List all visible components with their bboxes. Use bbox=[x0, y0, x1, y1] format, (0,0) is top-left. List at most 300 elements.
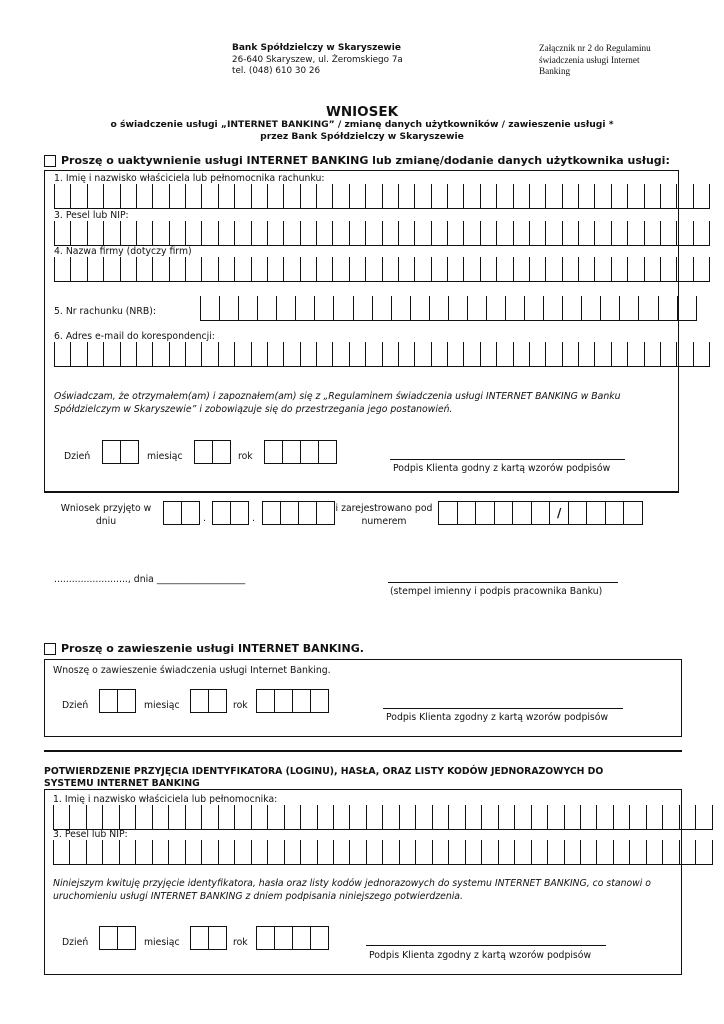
day-input[interactable] bbox=[102, 440, 139, 464]
char-cell[interactable] bbox=[119, 840, 135, 865]
signature-line[interactable] bbox=[383, 708, 623, 709]
char-cell[interactable] bbox=[496, 342, 512, 367]
char-cell[interactable] bbox=[448, 840, 464, 865]
char-cell[interactable] bbox=[644, 221, 660, 246]
char-cell[interactable] bbox=[513, 342, 529, 367]
char-cell[interactable] bbox=[662, 805, 678, 830]
char-cell[interactable] bbox=[660, 257, 676, 282]
char-cell[interactable] bbox=[431, 342, 447, 367]
email-input-grid[interactable] bbox=[54, 342, 670, 366]
char-cell[interactable] bbox=[627, 184, 643, 209]
char-cell[interactable] bbox=[529, 221, 545, 246]
char-cell[interactable] bbox=[594, 257, 610, 282]
char-cell[interactable] bbox=[185, 221, 201, 246]
char-cell[interactable] bbox=[611, 221, 627, 246]
char-cell[interactable] bbox=[514, 840, 530, 865]
char-cell[interactable] bbox=[448, 296, 467, 321]
char-cell[interactable] bbox=[562, 296, 581, 321]
char-cell[interactable] bbox=[496, 221, 512, 246]
char-cell[interactable] bbox=[580, 840, 596, 865]
char-cell[interactable] bbox=[480, 342, 496, 367]
char-cell[interactable] bbox=[676, 342, 692, 367]
char-cell[interactable] bbox=[562, 257, 578, 282]
char-cell[interactable] bbox=[349, 342, 365, 367]
char-cell[interactable] bbox=[201, 184, 217, 209]
char-cell[interactable] bbox=[399, 805, 415, 830]
char-cell[interactable] bbox=[594, 184, 610, 209]
char-cell[interactable] bbox=[267, 342, 283, 367]
char-cell[interactable] bbox=[578, 342, 594, 367]
char-cell[interactable] bbox=[267, 805, 283, 830]
name-input-grid[interactable] bbox=[54, 184, 670, 208]
char-cell[interactable] bbox=[447, 221, 463, 246]
char-cell[interactable] bbox=[531, 840, 547, 865]
char-cell[interactable] bbox=[496, 257, 512, 282]
char-cell[interactable] bbox=[136, 342, 152, 367]
char-cell[interactable] bbox=[70, 184, 86, 209]
char-cell[interactable] bbox=[316, 221, 332, 246]
char-cell[interactable] bbox=[586, 501, 605, 525]
char-cell[interactable] bbox=[218, 221, 234, 246]
char-cell[interactable] bbox=[300, 257, 316, 282]
char-cell[interactable] bbox=[494, 501, 513, 525]
char-cell[interactable] bbox=[234, 221, 250, 246]
char-cell[interactable] bbox=[234, 342, 250, 367]
char-cell[interactable] bbox=[102, 805, 118, 830]
char-cell[interactable] bbox=[54, 257, 70, 282]
char-cell[interactable] bbox=[365, 257, 381, 282]
char-cell[interactable] bbox=[332, 342, 348, 367]
char-cell[interactable] bbox=[300, 840, 316, 865]
year-input[interactable] bbox=[256, 689, 329, 713]
char-cell[interactable] bbox=[300, 221, 316, 246]
char-cell[interactable] bbox=[545, 257, 561, 282]
activation-checkbox[interactable] bbox=[44, 155, 56, 167]
char-cell[interactable] bbox=[103, 257, 119, 282]
char-cell[interactable] bbox=[498, 840, 514, 865]
char-cell[interactable] bbox=[529, 257, 545, 282]
char-cell[interactable] bbox=[676, 184, 692, 209]
char-cell[interactable] bbox=[200, 296, 219, 321]
char-cell[interactable] bbox=[219, 296, 238, 321]
received-month-input[interactable] bbox=[212, 501, 249, 525]
char-cell[interactable] bbox=[646, 840, 662, 865]
char-cell[interactable] bbox=[353, 296, 372, 321]
char-cell[interactable] bbox=[545, 342, 561, 367]
char-cell[interactable] bbox=[119, 805, 135, 830]
signature-line[interactable] bbox=[366, 945, 606, 946]
char-cell[interactable] bbox=[480, 257, 496, 282]
char-cell[interactable] bbox=[398, 342, 414, 367]
char-cell[interactable] bbox=[87, 342, 103, 367]
char-cell[interactable] bbox=[547, 840, 563, 865]
char-cell[interactable] bbox=[201, 342, 217, 367]
month-input[interactable] bbox=[194, 440, 231, 464]
month-input[interactable] bbox=[190, 926, 227, 950]
char-cell[interactable] bbox=[87, 257, 103, 282]
account-number-grid[interactable] bbox=[200, 296, 670, 320]
char-cell[interactable] bbox=[514, 805, 530, 830]
char-cell[interactable] bbox=[463, 342, 479, 367]
char-cell[interactable] bbox=[596, 805, 612, 830]
char-cell[interactable] bbox=[283, 184, 299, 209]
char-cell[interactable] bbox=[432, 840, 448, 865]
char-cell[interactable] bbox=[295, 296, 314, 321]
char-cell[interactable] bbox=[87, 184, 103, 209]
char-cell[interactable] bbox=[605, 501, 624, 525]
char-cell[interactable] bbox=[283, 221, 299, 246]
char-cell[interactable] bbox=[333, 840, 349, 865]
char-cell[interactable] bbox=[201, 257, 217, 282]
char-cell[interactable] bbox=[627, 257, 643, 282]
char-cell[interactable] bbox=[391, 296, 410, 321]
char-cell[interactable] bbox=[316, 257, 332, 282]
char-cell[interactable] bbox=[349, 805, 365, 830]
char-cell[interactable] bbox=[465, 840, 481, 865]
pesel-input-grid[interactable] bbox=[54, 221, 670, 245]
char-cell[interactable] bbox=[676, 221, 692, 246]
year-input[interactable] bbox=[256, 926, 329, 950]
char-cell[interactable] bbox=[611, 342, 627, 367]
char-cell[interactable] bbox=[185, 184, 201, 209]
char-cell[interactable] bbox=[581, 296, 600, 321]
char-cell[interactable] bbox=[152, 184, 168, 209]
char-cell[interactable] bbox=[457, 501, 476, 525]
char-cell[interactable] bbox=[564, 805, 580, 830]
char-cell[interactable] bbox=[545, 184, 561, 209]
char-cell[interactable] bbox=[644, 342, 660, 367]
char-cell[interactable] bbox=[333, 805, 349, 830]
char-cell[interactable] bbox=[693, 257, 710, 282]
char-cell[interactable] bbox=[284, 840, 300, 865]
char-cell[interactable] bbox=[431, 221, 447, 246]
char-cell[interactable] bbox=[300, 805, 316, 830]
char-cell[interactable] bbox=[267, 184, 283, 209]
char-cell[interactable] bbox=[677, 296, 697, 321]
char-cell[interactable] bbox=[410, 296, 429, 321]
char-cell[interactable] bbox=[168, 805, 184, 830]
pesel-input-grid[interactable] bbox=[53, 840, 673, 864]
char-cell[interactable] bbox=[676, 257, 692, 282]
char-cell[interactable] bbox=[284, 805, 300, 830]
stamp-line[interactable] bbox=[388, 582, 618, 583]
char-cell[interactable] bbox=[644, 184, 660, 209]
char-cell[interactable] bbox=[218, 805, 234, 830]
char-cell[interactable] bbox=[562, 342, 578, 367]
char-cell[interactable] bbox=[660, 342, 676, 367]
char-cell[interactable] bbox=[152, 221, 168, 246]
char-cell[interactable] bbox=[218, 184, 234, 209]
char-cell[interactable] bbox=[234, 805, 250, 830]
char-cell[interactable] bbox=[54, 221, 70, 246]
char-cell[interactable] bbox=[365, 184, 381, 209]
char-cell[interactable] bbox=[201, 805, 217, 830]
char-cell[interactable] bbox=[349, 221, 365, 246]
char-cell[interactable] bbox=[578, 257, 594, 282]
month-input[interactable] bbox=[190, 689, 227, 713]
char-cell[interactable] bbox=[168, 840, 184, 865]
char-cell[interactable] bbox=[382, 805, 398, 830]
char-cell[interactable] bbox=[646, 805, 662, 830]
char-cell[interactable] bbox=[251, 257, 267, 282]
char-cell[interactable] bbox=[562, 184, 578, 209]
char-cell[interactable] bbox=[54, 342, 70, 367]
char-cell[interactable] bbox=[201, 840, 217, 865]
char-cell[interactable] bbox=[103, 184, 119, 209]
char-cell[interactable] bbox=[513, 184, 529, 209]
char-cell[interactable] bbox=[136, 184, 152, 209]
char-cell[interactable] bbox=[465, 805, 481, 830]
received-year-input[interactable] bbox=[262, 501, 335, 525]
char-cell[interactable] bbox=[349, 184, 365, 209]
char-cell[interactable] bbox=[596, 840, 612, 865]
char-cell[interactable] bbox=[152, 805, 168, 830]
char-cell[interactable] bbox=[627, 221, 643, 246]
suspension-checkbox[interactable] bbox=[44, 643, 56, 655]
char-cell[interactable] bbox=[102, 840, 118, 865]
char-cell[interactable] bbox=[693, 221, 710, 246]
char-cell[interactable] bbox=[120, 184, 136, 209]
char-cell[interactable] bbox=[169, 342, 185, 367]
char-cell[interactable] bbox=[87, 221, 103, 246]
char-cell[interactable] bbox=[103, 342, 119, 367]
char-cell[interactable] bbox=[251, 805, 267, 830]
day-input[interactable] bbox=[99, 689, 136, 713]
char-cell[interactable] bbox=[414, 257, 430, 282]
char-cell[interactable] bbox=[120, 342, 136, 367]
char-cell[interactable] bbox=[70, 342, 86, 367]
char-cell[interactable] bbox=[251, 184, 267, 209]
char-cell[interactable] bbox=[564, 840, 580, 865]
char-cell[interactable] bbox=[365, 221, 381, 246]
registration-number-input[interactable] bbox=[438, 501, 643, 525]
char-cell[interactable] bbox=[251, 221, 267, 246]
char-cell[interactable] bbox=[415, 805, 431, 830]
char-cell[interactable] bbox=[463, 184, 479, 209]
char-cell[interactable] bbox=[629, 840, 645, 865]
char-cell[interactable] bbox=[531, 501, 550, 525]
received-day-input[interactable] bbox=[163, 501, 200, 525]
char-cell[interactable] bbox=[276, 296, 295, 321]
char-cell[interactable] bbox=[580, 805, 596, 830]
char-cell[interactable] bbox=[644, 257, 660, 282]
char-cell[interactable] bbox=[314, 296, 333, 321]
char-cell[interactable] bbox=[136, 221, 152, 246]
char-cell[interactable] bbox=[512, 501, 531, 525]
char-cell[interactable] bbox=[169, 221, 185, 246]
char-cell[interactable] bbox=[251, 342, 267, 367]
char-cell[interactable] bbox=[53, 840, 69, 865]
char-cell[interactable] bbox=[496, 184, 512, 209]
char-cell[interactable] bbox=[332, 184, 348, 209]
char-cell[interactable] bbox=[365, 342, 381, 367]
char-cell[interactable] bbox=[578, 184, 594, 209]
char-cell[interactable] bbox=[619, 296, 638, 321]
day-input[interactable] bbox=[99, 926, 136, 950]
char-cell[interactable] bbox=[660, 184, 676, 209]
char-cell[interactable] bbox=[332, 221, 348, 246]
char-cell[interactable] bbox=[316, 184, 332, 209]
char-cell[interactable] bbox=[662, 840, 678, 865]
char-cell[interactable] bbox=[613, 840, 629, 865]
char-cell[interactable] bbox=[234, 840, 250, 865]
char-cell[interactable] bbox=[283, 257, 299, 282]
char-cell[interactable] bbox=[317, 840, 333, 865]
char-cell[interactable] bbox=[218, 840, 234, 865]
char-cell[interactable] bbox=[300, 184, 316, 209]
char-cell[interactable] bbox=[524, 296, 543, 321]
char-cell[interactable] bbox=[562, 221, 578, 246]
char-cell[interactable] bbox=[480, 221, 496, 246]
char-cell[interactable] bbox=[431, 184, 447, 209]
char-cell[interactable] bbox=[429, 296, 448, 321]
char-cell[interactable] bbox=[382, 840, 398, 865]
char-cell[interactable] bbox=[513, 257, 529, 282]
char-cell[interactable] bbox=[152, 257, 168, 282]
char-cell[interactable] bbox=[349, 257, 365, 282]
char-cell[interactable] bbox=[529, 184, 545, 209]
char-cell[interactable] bbox=[447, 342, 463, 367]
company-name-grid[interactable] bbox=[54, 257, 670, 281]
char-cell[interactable] bbox=[578, 221, 594, 246]
char-cell[interactable] bbox=[693, 184, 710, 209]
char-cell[interactable] bbox=[414, 221, 430, 246]
char-cell[interactable] bbox=[185, 840, 201, 865]
char-cell[interactable] bbox=[481, 840, 497, 865]
char-cell[interactable] bbox=[432, 805, 448, 830]
char-cell[interactable] bbox=[600, 296, 619, 321]
char-cell[interactable] bbox=[152, 342, 168, 367]
char-cell[interactable] bbox=[679, 840, 695, 865]
char-cell[interactable] bbox=[415, 840, 431, 865]
name-input-grid[interactable] bbox=[53, 805, 673, 829]
char-cell[interactable] bbox=[431, 257, 447, 282]
char-cell[interactable] bbox=[238, 296, 257, 321]
char-cell[interactable] bbox=[382, 221, 398, 246]
char-cell[interactable] bbox=[447, 184, 463, 209]
char-cell[interactable] bbox=[658, 296, 677, 321]
char-cell[interactable] bbox=[627, 342, 643, 367]
char-cell[interactable] bbox=[267, 257, 283, 282]
char-cell[interactable] bbox=[463, 257, 479, 282]
char-cell[interactable] bbox=[120, 257, 136, 282]
char-cell[interactable] bbox=[448, 805, 464, 830]
char-cell[interactable] bbox=[185, 342, 201, 367]
char-cell[interactable] bbox=[414, 184, 430, 209]
char-cell[interactable] bbox=[54, 184, 70, 209]
char-cell[interactable] bbox=[53, 805, 69, 830]
char-cell[interactable] bbox=[300, 342, 316, 367]
char-cell[interactable] bbox=[611, 257, 627, 282]
char-cell[interactable] bbox=[543, 296, 562, 321]
char-cell[interactable] bbox=[135, 840, 151, 865]
char-cell[interactable] bbox=[152, 840, 168, 865]
char-cell[interactable] bbox=[366, 805, 382, 830]
char-cell[interactable] bbox=[679, 805, 695, 830]
char-cell[interactable] bbox=[267, 221, 283, 246]
char-cell[interactable] bbox=[267, 840, 283, 865]
year-input[interactable] bbox=[264, 440, 337, 464]
char-cell[interactable] bbox=[382, 257, 398, 282]
char-cell[interactable] bbox=[545, 221, 561, 246]
char-cell[interactable] bbox=[638, 296, 657, 321]
char-cell[interactable] bbox=[332, 257, 348, 282]
char-cell[interactable] bbox=[366, 840, 382, 865]
char-cell[interactable] bbox=[70, 221, 86, 246]
char-cell[interactable] bbox=[486, 296, 505, 321]
char-cell[interactable] bbox=[349, 840, 365, 865]
char-cell[interactable] bbox=[399, 840, 415, 865]
char-cell[interactable] bbox=[69, 840, 85, 865]
char-cell[interactable] bbox=[218, 257, 234, 282]
char-cell[interactable] bbox=[467, 296, 486, 321]
char-cell[interactable] bbox=[480, 184, 496, 209]
char-cell[interactable] bbox=[283, 342, 299, 367]
char-cell[interactable] bbox=[695, 840, 712, 865]
char-cell[interactable] bbox=[120, 221, 136, 246]
char-cell[interactable] bbox=[594, 221, 610, 246]
char-cell[interactable] bbox=[414, 342, 430, 367]
char-cell[interactable] bbox=[86, 805, 102, 830]
char-cell[interactable] bbox=[623, 501, 643, 525]
char-cell[interactable] bbox=[529, 342, 545, 367]
char-cell[interactable] bbox=[547, 805, 563, 830]
char-cell[interactable] bbox=[69, 805, 85, 830]
char-cell[interactable] bbox=[505, 296, 524, 321]
char-cell[interactable] bbox=[498, 805, 514, 830]
char-cell[interactable] bbox=[257, 296, 276, 321]
char-cell[interactable] bbox=[70, 257, 86, 282]
char-cell[interactable] bbox=[382, 342, 398, 367]
char-cell[interactable] bbox=[103, 221, 119, 246]
char-cell[interactable] bbox=[594, 342, 610, 367]
char-cell[interactable] bbox=[234, 257, 250, 282]
char-cell[interactable] bbox=[398, 184, 414, 209]
char-cell[interactable] bbox=[611, 184, 627, 209]
char-cell[interactable] bbox=[398, 221, 414, 246]
char-cell[interactable] bbox=[513, 221, 529, 246]
char-cell[interactable] bbox=[463, 221, 479, 246]
char-cell[interactable] bbox=[475, 501, 494, 525]
char-cell[interactable] bbox=[382, 184, 398, 209]
char-cell[interactable] bbox=[372, 296, 391, 321]
char-cell[interactable] bbox=[251, 840, 267, 865]
char-cell[interactable] bbox=[481, 805, 497, 830]
char-cell[interactable] bbox=[613, 805, 629, 830]
char-cell[interactable] bbox=[317, 805, 333, 830]
char-cell[interactable] bbox=[185, 805, 201, 830]
char-cell[interactable] bbox=[568, 501, 587, 525]
char-cell[interactable] bbox=[660, 221, 676, 246]
char-cell[interactable] bbox=[169, 257, 185, 282]
signature-line[interactable] bbox=[390, 459, 625, 460]
char-cell[interactable] bbox=[218, 342, 234, 367]
char-cell[interactable] bbox=[447, 257, 463, 282]
char-cell[interactable] bbox=[693, 342, 710, 367]
char-cell[interactable] bbox=[531, 805, 547, 830]
char-cell[interactable] bbox=[629, 805, 645, 830]
char-cell[interactable] bbox=[316, 342, 332, 367]
char-cell[interactable] bbox=[398, 257, 414, 282]
char-cell[interactable] bbox=[169, 184, 185, 209]
char-cell[interactable] bbox=[201, 221, 217, 246]
char-cell[interactable] bbox=[333, 296, 352, 321]
char-cell[interactable] bbox=[86, 840, 102, 865]
char-cell[interactable] bbox=[185, 257, 201, 282]
char-cell[interactable] bbox=[438, 501, 457, 525]
char-cell[interactable] bbox=[135, 805, 151, 830]
char-cell[interactable] bbox=[695, 805, 712, 830]
